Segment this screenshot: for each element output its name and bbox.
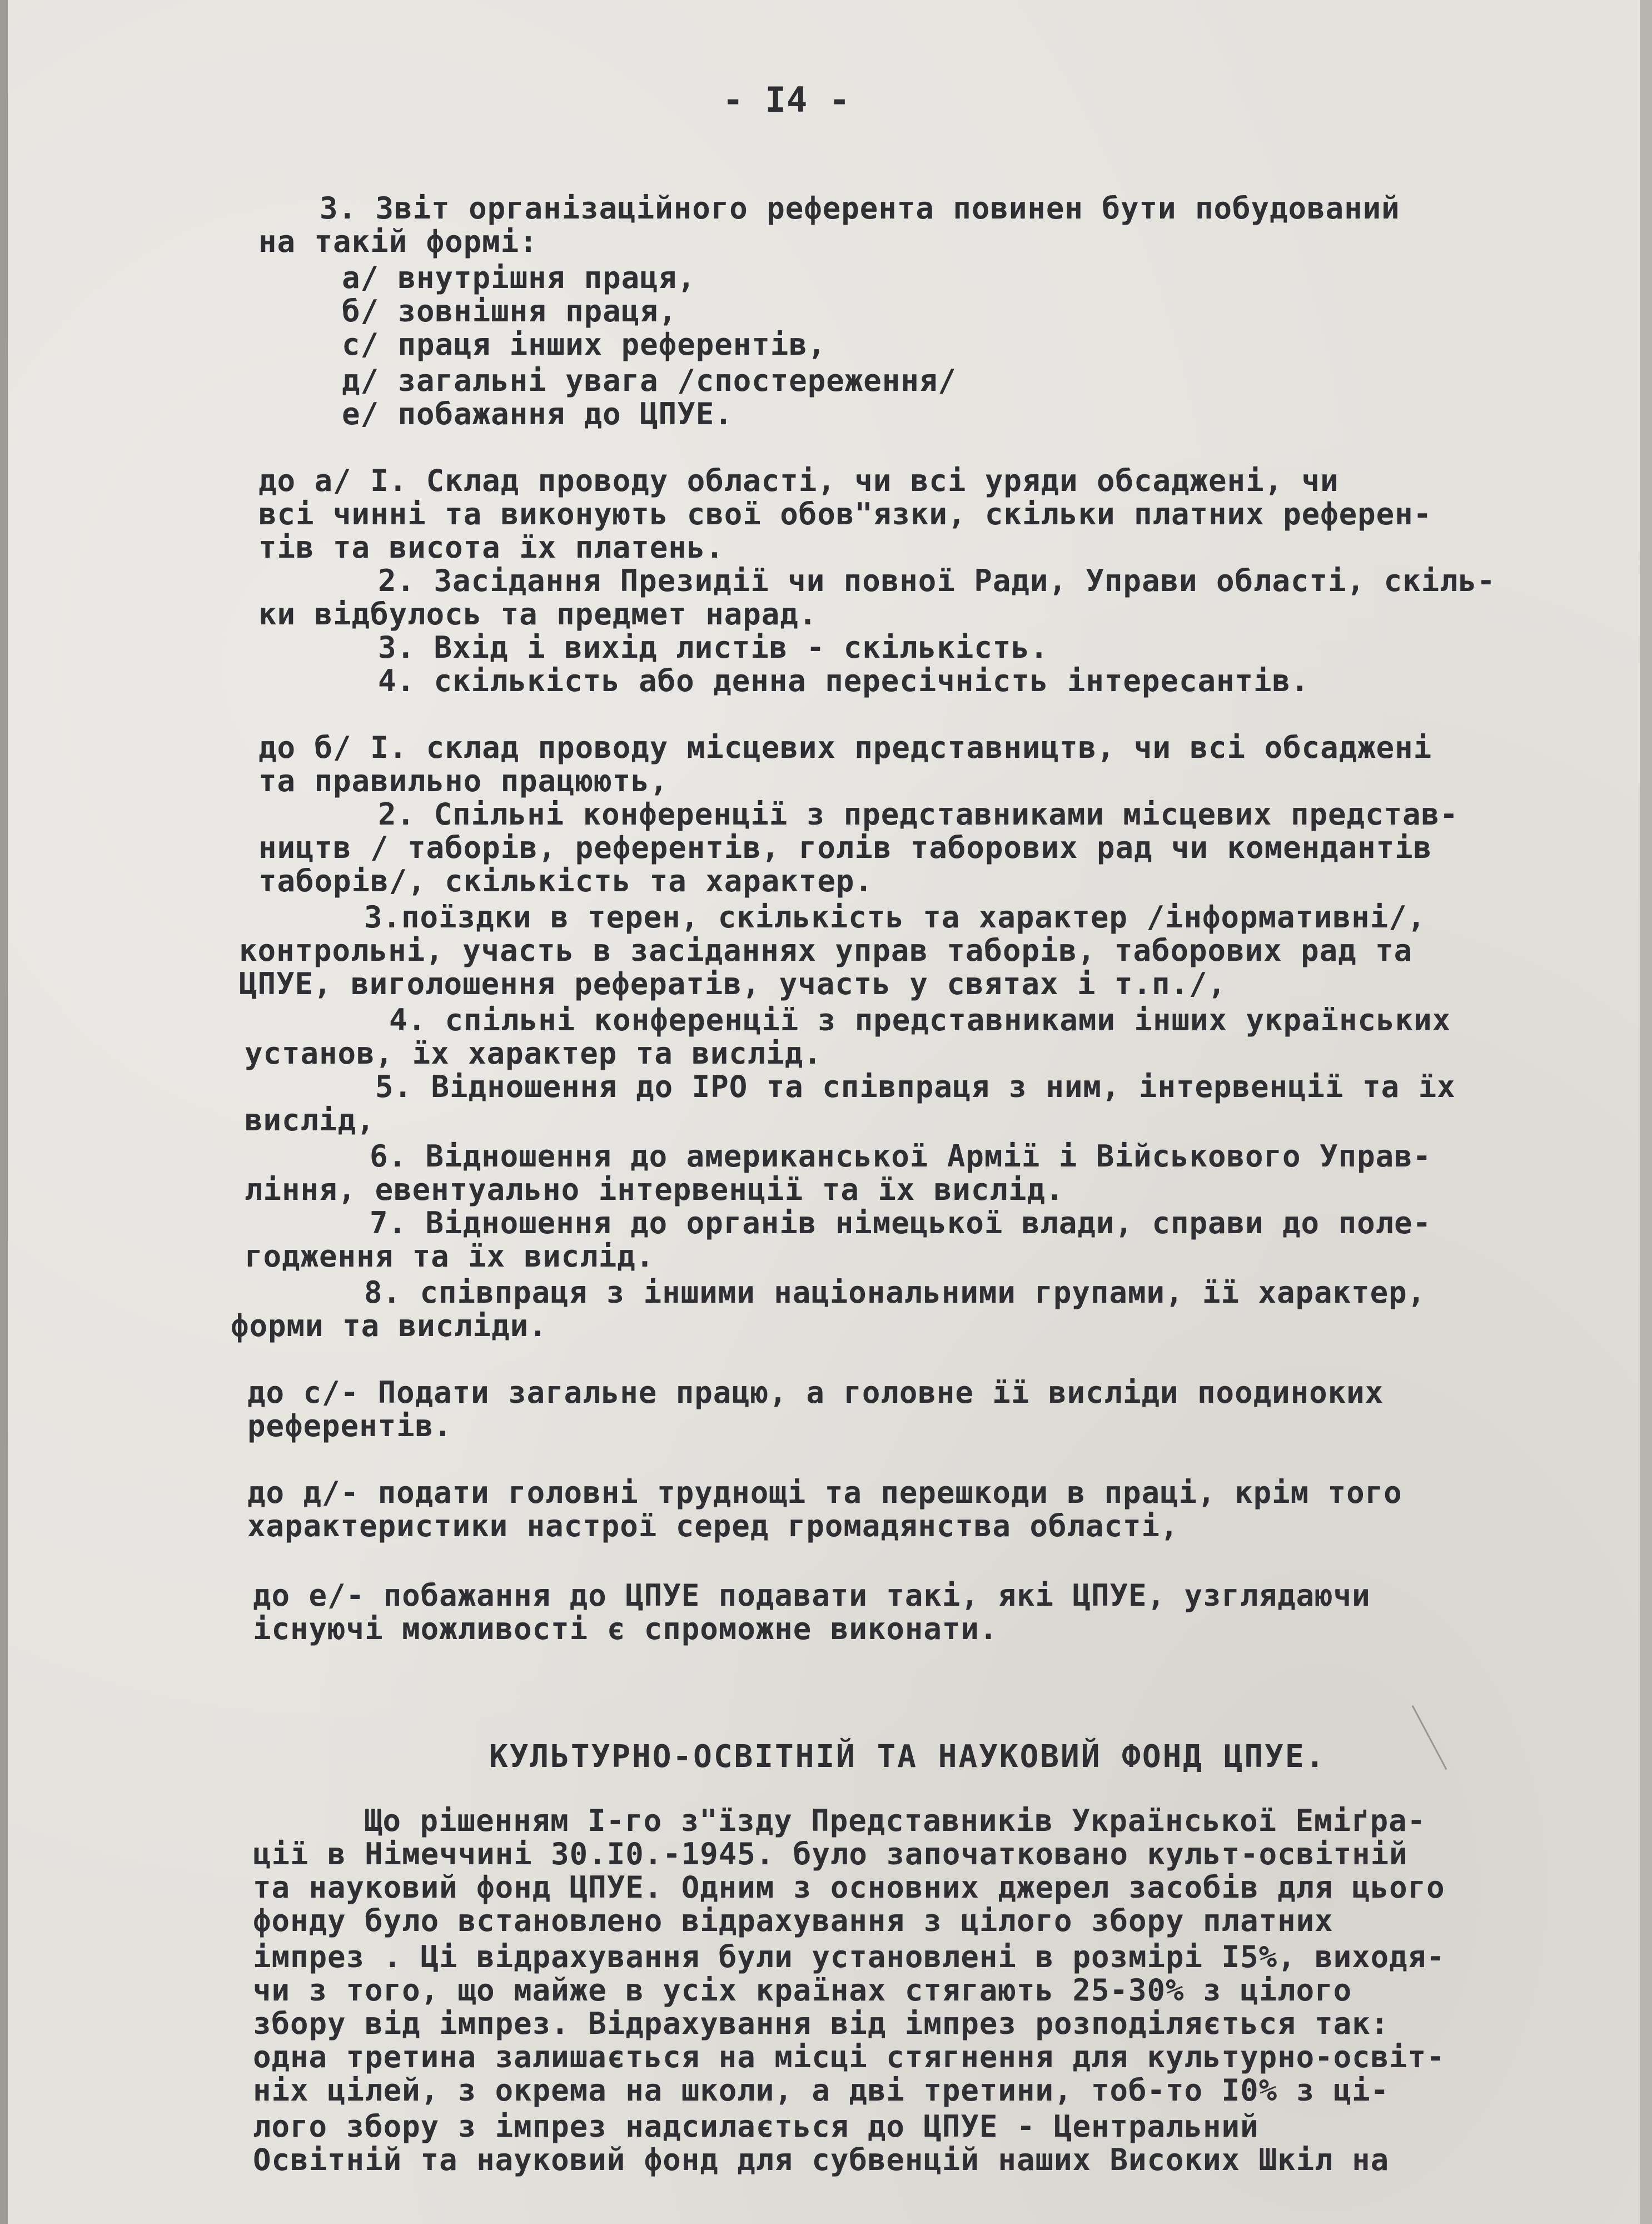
paragraph-line: ції в Німеччині 30.I0.-1945. було започатковано культ-освітній <box>253 1836 1408 1871</box>
part-b-line: 3.поїздки в терен, скількість та характер /інформативні/, <box>364 900 1426 935</box>
paragraph-line: ніх цілей, з окрема на школи, а дві третини, тоб-то I0% з ці- <box>253 2073 1390 2108</box>
paragraph-line: Що рішенням І-го з"їзду Представників Української Еміґра- <box>364 1803 1426 1838</box>
part-d-line: характеристики настрої серед громадянства області, <box>247 1508 1179 1543</box>
part-b-line: вислід, <box>245 1103 375 1138</box>
part-b-line: таборів/, скількість та характер. <box>258 863 873 898</box>
section-3-intro-line: 3. Звіт організаційного референта повинен бути побудований <box>320 191 1400 226</box>
section-heading: КУЛЬТУРНО-ОСВІТНІЙ ТА НАУКОВИЙ ФОНД ЦПУЕ. <box>489 1739 1326 1775</box>
pencil-mark <box>1412 1705 1447 1770</box>
paragraph-line: збору від імпрез. Відрахування від імпрез розподіляється так: <box>253 2006 1390 2041</box>
part-b-line: ЦПУЕ, виголошення рефератів, участь у святах і т.п./, <box>239 966 1227 1001</box>
part-a-line: 3. Вхід і вихід листів - скількість. <box>378 630 1049 665</box>
part-b-line: ництв / таборів, референтів, голів таборових рад чи комендантів <box>258 830 1432 865</box>
part-a-line: 4. скількість або денна пересічність інтересантів. <box>378 663 1310 698</box>
part-a-line: всі чинні та виконують свої обов"язки, скільки платних референ- <box>258 497 1432 532</box>
paragraph-line: імпрез . Ці відрахування були установлені в розмірі I5%, виходя- <box>253 1939 1445 1974</box>
page-number: - I4 - <box>723 80 850 120</box>
section-3-item: е/ побажання до ЦПУЕ. <box>342 396 733 431</box>
section-3-item: д/ загальні увага /спостереження/ <box>342 363 957 398</box>
part-b-line: 7. Відношення до органів німецької влади, справи до поле- <box>370 1205 1432 1240</box>
paragraph-line: чи з того, що майже в усіх країнах стягають 25-30% з цілого <box>253 1973 1352 2008</box>
part-b-line: та правильно працюють, <box>258 763 669 798</box>
part-b-line: установ, їх характер та вислід. <box>245 1036 822 1071</box>
section-3-item: с/ праця інших референтів, <box>342 327 827 362</box>
paragraph-line: та науковий фонд ЦПУЕ. Одним з основних джерел засобів для цього <box>253 1870 1445 1905</box>
part-b-line: форми та висліди. <box>231 1308 548 1343</box>
part-b-line: ління, евентуально інтервенції та їх вислід. <box>245 1172 1064 1207</box>
part-b-line: 2. Спільні конференції з представниками місцевих представ- <box>378 797 1459 832</box>
paragraph-line: одна третина залишається на місці стягнення для культурно-освіт- <box>253 2039 1445 2074</box>
part-c-line: референтів. <box>247 1408 452 1443</box>
part-d-line: до д/- подати головні труднощі та перешкоди в праці, крім того <box>247 1475 1402 1510</box>
paragraph-line: фонду було встановлено відрахування з цілого збору платних <box>253 1903 1333 1938</box>
page-right-edge <box>1640 0 1652 2224</box>
section-3-intro-line: на такій формі: <box>258 224 538 259</box>
part-e-line: існуючі можливості є спроможне виконати. <box>253 1611 998 1646</box>
part-b-line: 6. Відношення до американської Армії і Військового Управ- <box>370 1139 1432 1174</box>
part-a-line: тів та висота їх платень. <box>258 530 724 565</box>
part-c-line: до с/- Подати загальне працю, а головне її висліди поодиноких <box>247 1375 1384 1410</box>
part-a-line: ки відбулось та предмет нарад. <box>258 597 818 632</box>
part-b-line: до б/ І. склад проводу місцевих представництв, чи всі обсаджені <box>258 730 1432 765</box>
section-3-item: б/ зовнішня праця, <box>342 294 678 329</box>
paragraph-line: лого збору з імпрез надсилається до ЦПУЕ - Центральний <box>253 2109 1259 2144</box>
page-left-edge <box>0 0 8 2224</box>
section-3-item: а/ внутрішня праця, <box>342 260 696 295</box>
paragraph-line: Освітній та науковий фонд для субвенцій наших Високих Шкіл на <box>253 2142 1390 2177</box>
part-e-line: до е/- побажання до ЦПУЕ подавати такі, які ЦПУЕ, узглядаючи <box>253 1578 1371 1613</box>
part-b-line: 4. спільні конференції з представниками інших українських <box>389 1002 1451 1037</box>
part-a-line: до а/ І. Склад проводу області, чи всі уряди обсаджені, чи <box>258 463 1339 498</box>
part-b-line: контрольні, участь в засіданнях управ таборів, таборових рад та <box>239 933 1413 968</box>
part-b-line: 5. Відношення до IPO та співпраця з ним, інтервенції та їх <box>375 1069 1456 1104</box>
part-a-line: 2. Засідання Президії чи повної Ради, Управи області, скіль- <box>378 563 1496 598</box>
part-b-line: 8. співпраця з іншими національними групами, її характер, <box>364 1275 1426 1310</box>
part-b-line: годження та їх вислід. <box>245 1239 655 1274</box>
